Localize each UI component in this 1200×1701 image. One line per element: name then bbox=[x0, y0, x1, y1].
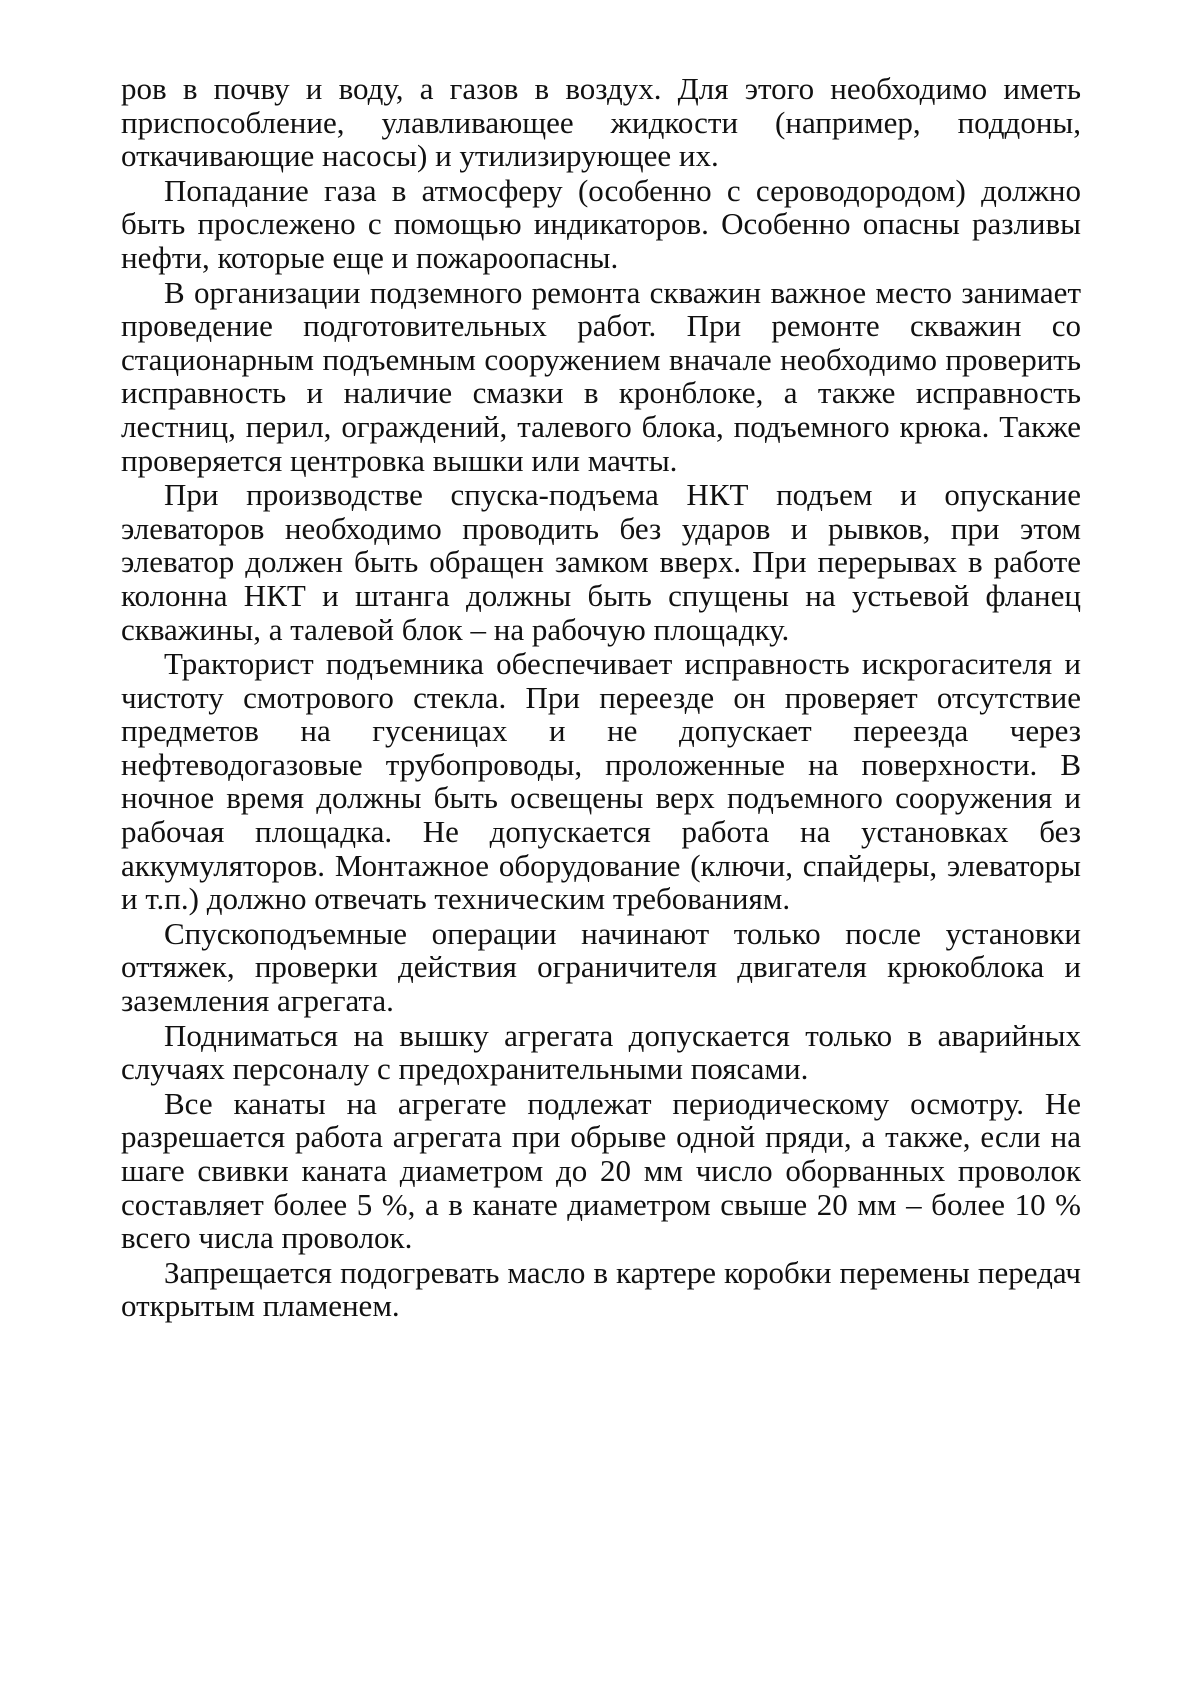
paragraph-gas-leak: Попадание газа в атмосферу (особенно с сероводородом) должно быть прослежено с помощью индикаторов. Особенно опасны разливы нефти, которые еще и пожароопасны. bbox=[121, 172, 1081, 275]
paragraph-hoisting-operations: Спускоподъемные операции начинают только после установки оттяжек, проверки действия ограничителя двигателя крюкоблока и заземления агрегата. bbox=[121, 915, 1081, 1019]
paragraph-continuation: ров в почву и воду, а газов в воздух. Для этого необходимо иметь приспособление, улавливающее жидкости (например, поддоны, откачивающие насосы) и утилизирующее их. bbox=[121, 71, 1081, 174]
paragraph-climbing: Подниматься на вышку агрегата допускается только в аварийных случаях персоналу с предохранительными поясами. bbox=[121, 1017, 1081, 1087]
paragraph-ropes: Все канаты на агрегате подлежат периодическому осмотру. Не разрешается работа агрегата при обрыве одной пряди, а также, если на шаге свивки каната диаметром до 20 мм число оборванных проволок составляет более 5 %, а в канате диаметром свыше 20 мм – более 10 % всего числа проволок. bbox=[121, 1085, 1081, 1256]
document-page bbox=[121, 72, 1081, 1323]
paragraph-preparation: В организации подземного ремонта скважин важное место занимает проведение подготовительных работ. При ремонте скважин со стационарным подъемным сооружением вначале необходимо проверить исправность и наличие смазки в кронблоке, а также исправность лестниц, перил, ограждений, талевого блока, подъемного крюка. Также проверяется центровка вышки или мачты. bbox=[121, 274, 1081, 478]
paragraph-tractor-operator: Тракторист подъемника обеспечивает исправность искрогасителя и чистоту смотрового стекла. При переезде он проверяет отсутствие предметов на гусеницах и не допускает переезда через нефтеводогазовые трубопроводы, проложенные на поверхности. В ночное время должны быть освещены верх подъемного сооружения и рабочая площадка. Не допускается работа на установках без аккумуляторов. Монтажное оборудование (ключи, спайдеры, элеваторы и т.п.) должно отвечать техническим требованиям. bbox=[121, 646, 1081, 917]
paragraph-oil-heating: Запрещается подогревать масло в картере коробки перемены передач открытым пламенем. bbox=[121, 1254, 1081, 1324]
paragraph-tripping: При производстве спуска-подъема НКТ подъем и опускание элеваторов необходимо проводить без ударов и рывков, при этом элеватор должен быть обращен замком вверх. При перерывах в работе колонна НКТ и штанга должны быть спущены на устьевой фланец скважины, а талевой блок – на рабочую площадку. bbox=[121, 477, 1081, 647]
